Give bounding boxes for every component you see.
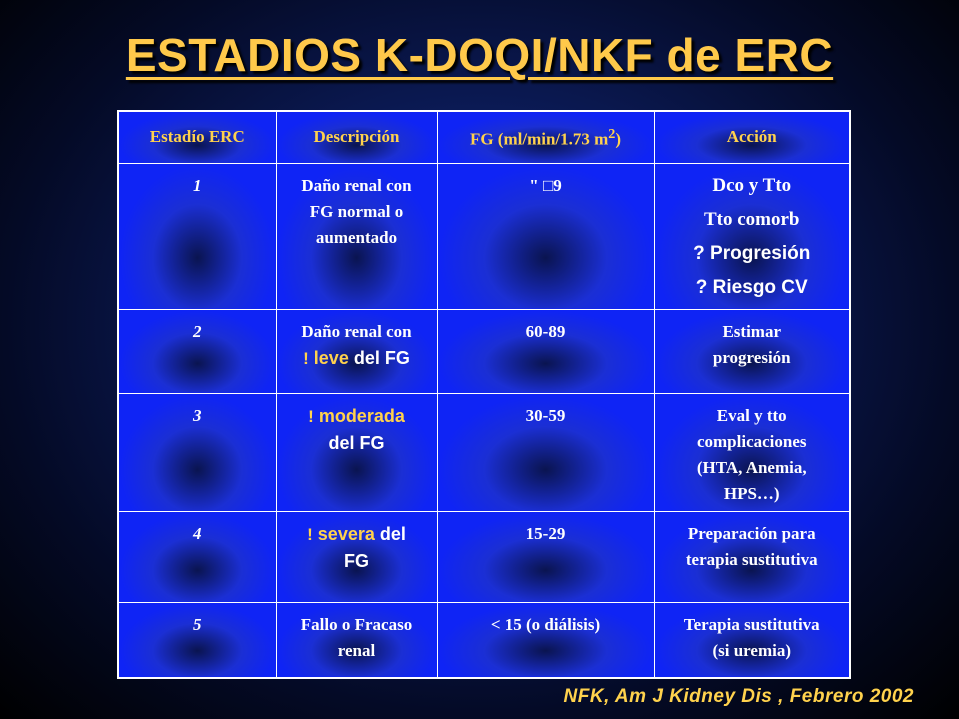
description-cell [276, 511, 437, 602]
description-line: aumentado [315, 227, 398, 247]
decrease-marker: ! [308, 406, 314, 426]
slide-title-text: ESTADIOS K-DOQI/NKF de ERC [125, 29, 834, 81]
description-line [281, 403, 433, 430]
action-line: complicaciones [696, 431, 807, 451]
description-line: FG normal o [309, 201, 404, 221]
fg-cell: 60-89 [437, 309, 654, 393]
action-line: (HTA, Anemia, [696, 457, 807, 477]
stage-cell: 1 [118, 163, 276, 309]
decrease-marker: ! [303, 348, 309, 368]
description-line: del FG [328, 432, 385, 453]
table-row [118, 163, 850, 309]
action-cell [654, 511, 850, 602]
header-fg [437, 111, 654, 163]
description-suffix: del [374, 523, 406, 544]
fg-cell: 30-59 [437, 393, 654, 511]
action-line: (si uremia) [712, 640, 792, 660]
action-line: Preparación para [687, 523, 816, 543]
description-line: renal [337, 640, 376, 660]
stage-cell: 2 [118, 309, 276, 393]
stage-cell: 3 [118, 393, 276, 511]
table-row [118, 309, 850, 393]
stages-table [117, 110, 851, 679]
severity-word: leve [308, 347, 349, 368]
description-line [281, 345, 433, 372]
table-header-row [118, 111, 850, 163]
header-description: Descripción [276, 111, 437, 163]
description-line: Daño renal con [301, 175, 412, 195]
action-line: Eval y tto [716, 405, 787, 425]
action-line: Tto comorb [703, 208, 800, 230]
action-line: ? Riesgo CV [695, 276, 808, 298]
header-fg-text: FG (ml/min/1.73 m [469, 130, 609, 150]
table-row [118, 511, 850, 602]
decrease-marker: ! [307, 524, 313, 544]
citation: NFK, Am J Kidney Dis , Febrero 2002 [563, 686, 914, 707]
description-line: FG [344, 550, 369, 571]
action-line: HPS…) [723, 483, 780, 503]
action-cell [654, 602, 850, 678]
action-line: ? Progresión [693, 242, 811, 264]
table-row [118, 393, 850, 511]
header-fg-close: ) [615, 130, 622, 150]
header-stage: Estadío ERC [118, 111, 276, 163]
severity-word: severa [312, 523, 375, 544]
action-cell [654, 393, 850, 511]
action-cell [654, 163, 850, 309]
action-line: Dco y Tto [712, 174, 792, 196]
description-cell [276, 163, 437, 309]
description-line: Daño renal con [301, 321, 412, 341]
description-line [281, 521, 433, 548]
action-cell [654, 309, 850, 393]
header-fg-superscript: 2 [608, 126, 616, 143]
description-cell [276, 602, 437, 678]
description-cell [276, 393, 437, 511]
severity-word: moderada [313, 405, 405, 426]
table-row [118, 602, 850, 678]
fg-cell: < 15 (o diálisis) [437, 602, 654, 678]
header-action: Acción [654, 111, 850, 163]
description-line: Fallo o Fracaso [300, 614, 413, 634]
action-line: terapia sustitutiva [685, 549, 818, 569]
slide-title [0, 28, 959, 82]
fg-cell: " □9 [437, 163, 654, 309]
stage-cell: 5 [118, 602, 276, 678]
description-suffix: del FG [348, 347, 410, 368]
action-line: Estimar [722, 321, 782, 341]
description-cell [276, 309, 437, 393]
action-line: Terapia sustitutiva [683, 614, 820, 634]
fg-cell: 15-29 [437, 511, 654, 602]
action-line: progresión [712, 347, 791, 367]
stage-cell: 4 [118, 511, 276, 602]
